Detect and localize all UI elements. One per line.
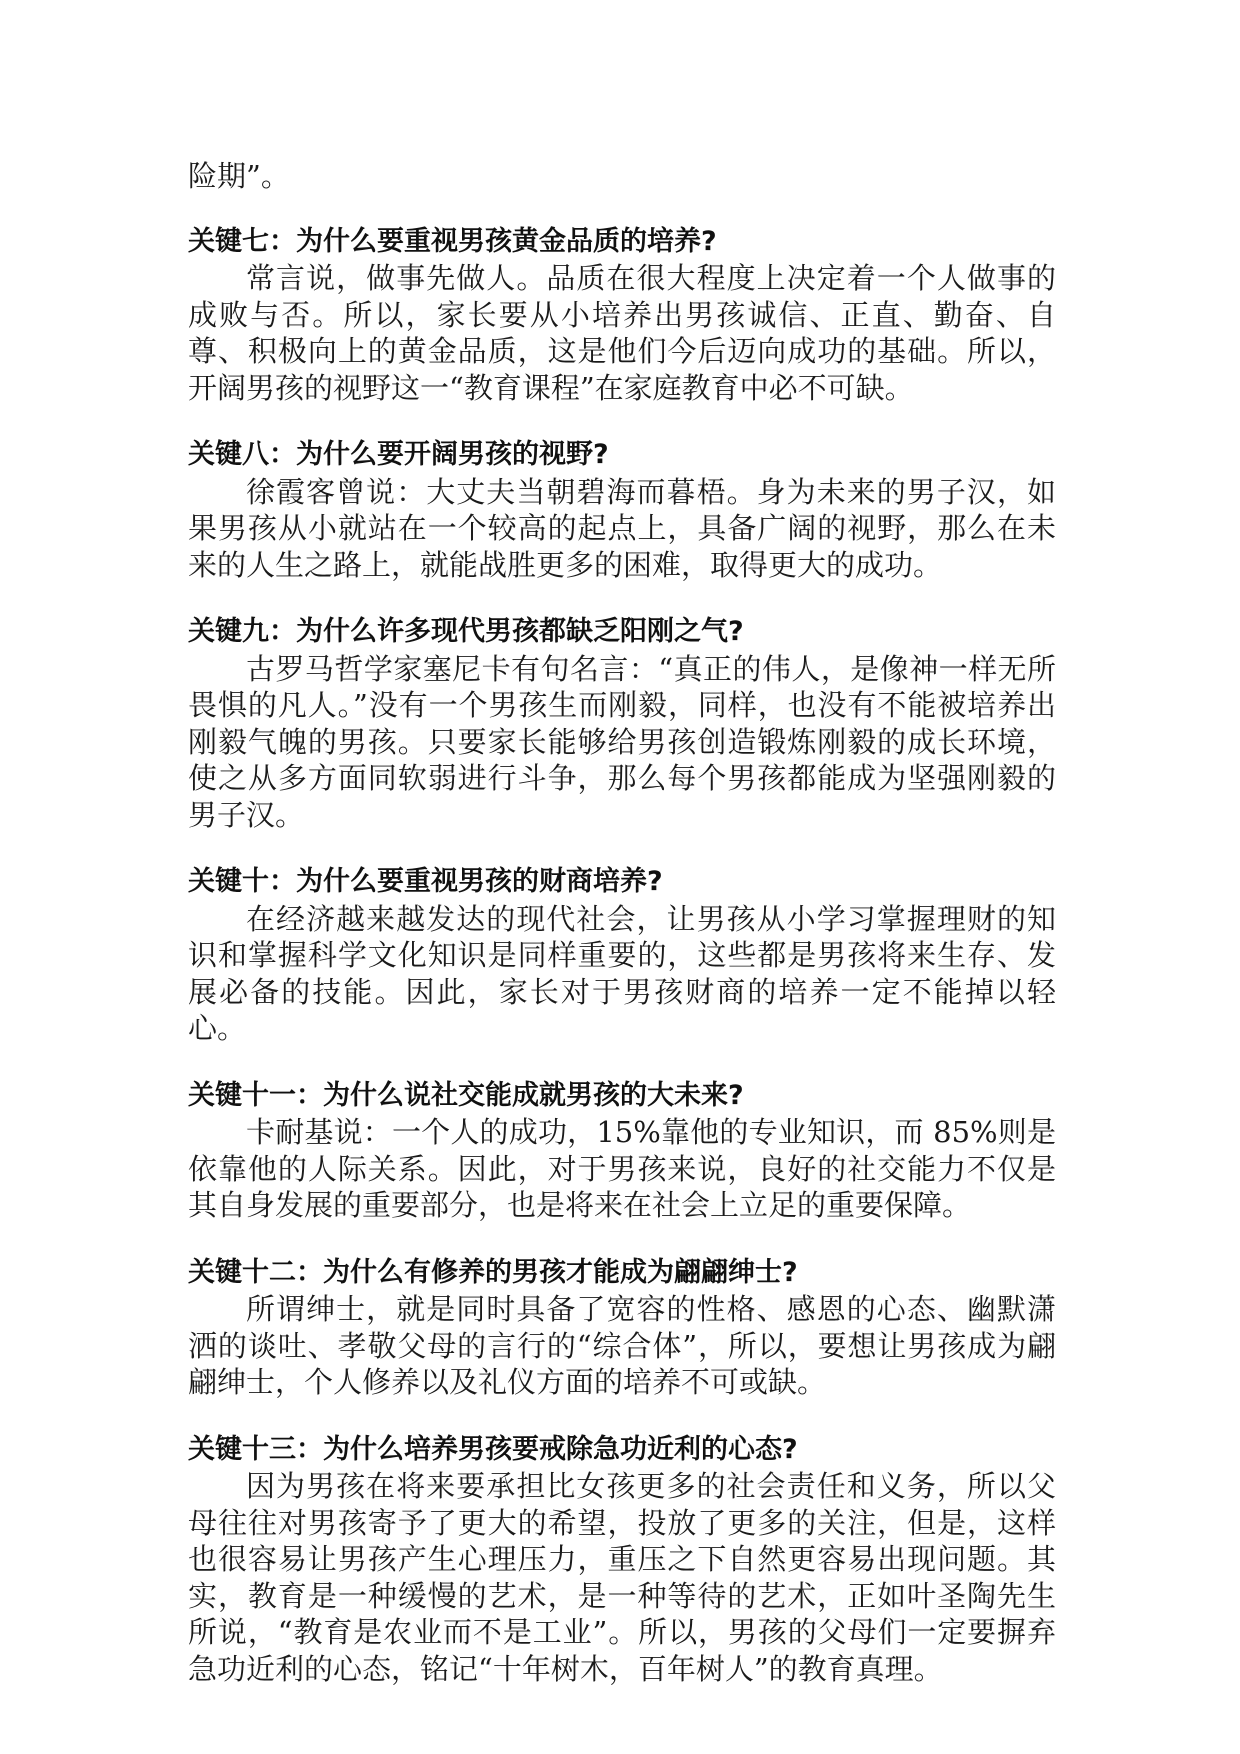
section-key-12 — [188, 1255, 1056, 1401]
document-content — [188, 158, 1056, 1718]
section-heading: 关键十三：为什么培养男孩要戒除急功近利的心态? — [188, 1433, 798, 1465]
section-heading: 关键十一：为什么说社交能成就男孩的大未来? — [188, 1079, 744, 1111]
section-heading: 关键九：为什么许多现代男孩都缺乏阳刚之气? — [188, 616, 744, 647]
section-key-7 — [188, 224, 1056, 407]
section-key-13 — [188, 1432, 1056, 1688]
section-heading: 关键七：为什么要重视男孩黄金品质的培养? — [188, 225, 717, 257]
section-key-11 — [188, 1078, 1056, 1224]
section-body: 所谓绅士，就是同时具备了宽容的性格、感恩的心态、幽默潇洒的谈吐、孝敬父母的言行的“综合体”，所以，要想让男孩成为翩翩绅士，个人修养以及礼仪方面的培养不可或缺。 — [188, 1292, 1056, 1399]
section-body: 卡耐基说：一个人的成功，15%靠他的专业知识，而 85%则是依靠他的人际关系。因此，对于男孩来说，良好的社交能力不仅是其自身发展的重要部分，也是将来在社会上立足的重要保障。 — [188, 1115, 1056, 1222]
section-heading: 关键十二：为什么有修养的男孩才能成为翩翩绅士? — [188, 1256, 798, 1288]
section-body: 常言说，做事先做人。品质在很大程度上决定着一个人做事的成败与否。所以，家长要从小培养出男孩诚信、正直、勤奋、自尊、积极向上的黄金品质，这是他们今后迈向成功的基础。所以，开阔男孩的视野这一“教育课程”在家庭教育中必不可缺。 — [188, 261, 1056, 405]
section-body: 古罗马哲学家塞尼卡有句名言：“真正的伟人，是像神一样无所畏惧的凡人。”没有一个男孩生而刚毅，同样，也没有不能被培养出刚毅气魄的男孩。只要家长能够给男孩创造锻炼刚毅的成长环境，使之从多方面同软弱进行斗争，那么每个男孩都能成为坚强刚毅的男子汉。 — [188, 651, 1056, 832]
section-heading: 关键十：为什么要重视男孩的财商培养? — [188, 866, 663, 897]
section-key-10 — [188, 864, 1056, 1047]
section-key-8 — [188, 437, 1056, 583]
section-body: 因为男孩在将来要承担比女孩更多的社会责任和义务，所以父母往往对男孩寄予了更大的希望，投放了更多的关注，但是，这样也很容易让男孩产生心理压力，重压之下自然更容易出现问题。其实，教育是一种缓慢的艺术，是一种等待的艺术，正如叶圣陶先生所说，“教育是农业而不是工业”。所以，男孩的父母们一定要摒弃急功近利的心态，铭记“十年树木，百年树人”的教育真理。 — [188, 1469, 1056, 1686]
section-key-9 — [188, 614, 1056, 833]
section-body: 徐霞客曾说：大丈夫当朝碧海而暮梧。身为未来的男子汉，如果男孩从小就站在一个较高的起点上，具备广阔的视野，那么在未来的人生之路上，就能战胜更多的困难，取得更大的成功。 — [188, 474, 1056, 582]
section-heading: 关键八：为什么要开阔男孩的视野? — [188, 439, 609, 470]
intro-text: 险期”。 — [188, 159, 290, 193]
section-body: 在经济越来越发达的现代社会，让男孩从小学习掌握理财的知识和掌握科学文化知识是同样重要的，这些都是男孩将来生存、发展必备的技能。因此，家长对于男孩财商的培养一定不能掉以轻心。 — [188, 901, 1056, 1045]
